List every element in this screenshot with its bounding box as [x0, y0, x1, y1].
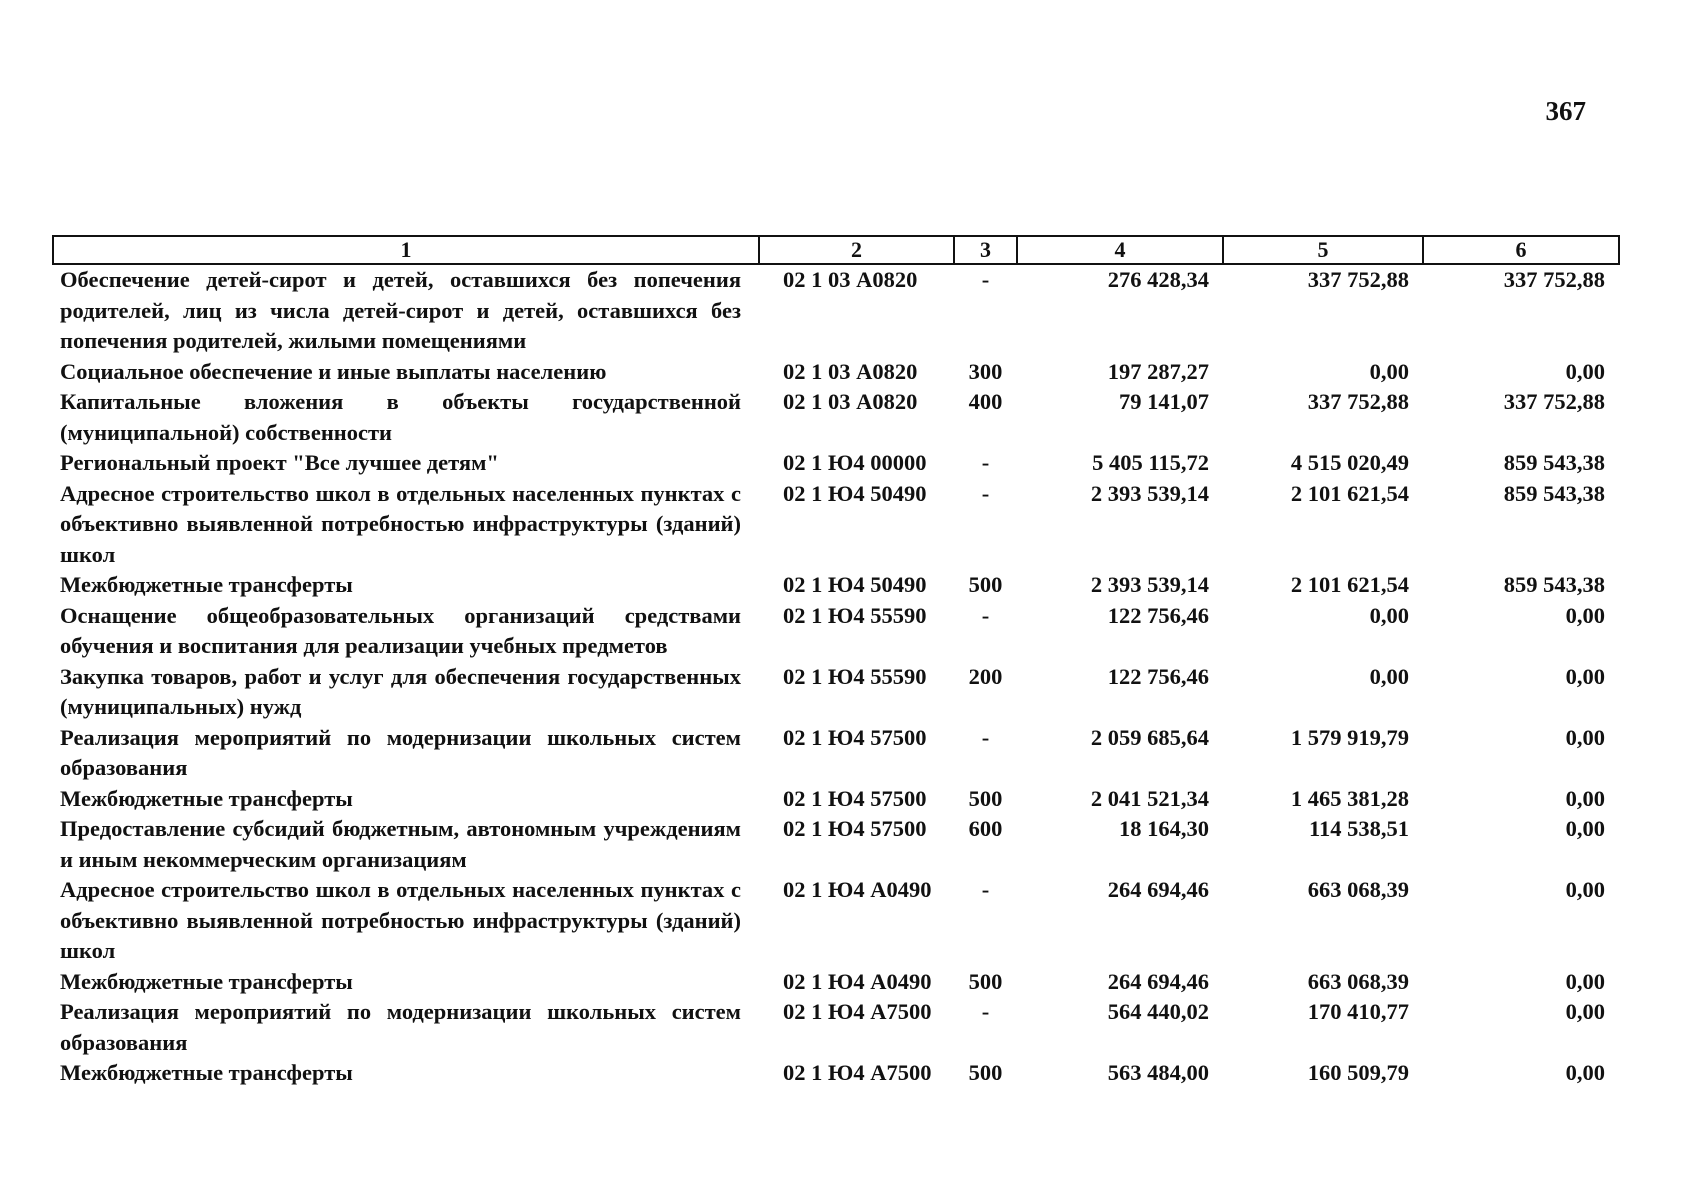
row-name: Региональный проект "Все лучшее детям" [60, 450, 499, 475]
row-value-col5: 2 101 621,54 [1290, 480, 1409, 506]
row-expense-type: 500 [968, 572, 1003, 597]
row-expense-type: 500 [968, 1060, 1003, 1085]
table-row [53, 387, 1619, 448]
row-value-col6: 859 543,38 [1503, 480, 1605, 506]
row-value-col6: 0,00 [1565, 663, 1605, 689]
row-value-col5: 0,00 [1369, 663, 1409, 689]
row-value-col6: 0,00 [1565, 602, 1605, 628]
row-value-col6: 0,00 [1565, 724, 1605, 750]
table-row [53, 264, 1619, 357]
row-name: Реализация мероприятий по модернизации школьных систем образования [60, 724, 741, 780]
row-value-col5: 1 465 381,28 [1290, 785, 1409, 811]
row-value-col4: 2 041 521,34 [1090, 785, 1209, 811]
row-name: Межбюджетные трансферты [60, 1060, 353, 1085]
table-header [53, 236, 1619, 264]
row-code: 02 1 Ю4 55590 [783, 663, 927, 689]
row-name: Обеспечение детей-сирот и детей, оставшихся без попечения родителей, лиц из числа детей-сирот и детей, оставшихся без попечения родителей, жилыми помещениями [60, 267, 741, 353]
row-value-col4: 79 141,07 [1119, 389, 1209, 414]
row-value-col5: 170 410,77 [1307, 999, 1409, 1024]
row-expense-type: 600 [968, 816, 1003, 841]
table-row [53, 448, 1619, 479]
row-code: 02 1 Ю4 57500 [783, 816, 927, 841]
row-code: 02 1 Ю4 А7500 [783, 999, 932, 1024]
row-name: Адресное строительство школ в отдельных населенных пунктах с объективно выявленной потребностью инфраструктуры (зданий) школ [60, 480, 741, 567]
row-value-col5: 160 509,79 [1307, 1060, 1409, 1085]
table-row [53, 784, 1619, 815]
row-code: 02 1 03 А0820 [783, 389, 918, 414]
row-value-col5: 0,00 [1369, 602, 1409, 628]
row-value-col5: 4 515 020,49 [1290, 450, 1409, 475]
column-header-2: 2 [759, 236, 954, 264]
row-value-col5: 337 752,88 [1307, 267, 1409, 292]
row-name: Социальное обеспечение и иные выплаты населению [60, 358, 607, 384]
row-name: Реализация мероприятий по модернизации школьных систем образования [60, 999, 741, 1055]
row-value-col4: 563 484,00 [1107, 1060, 1209, 1085]
table-body [53, 264, 1619, 1089]
row-value-col5: 663 068,39 [1307, 877, 1409, 902]
table-row [53, 662, 1619, 723]
row-value-col5: 0,00 [1369, 358, 1409, 384]
row-name: Адресное строительство школ в отдельных населенных пунктах с объективно выявленной потребностью инфраструктуры (зданий) школ [60, 877, 741, 963]
row-expense-type: 400 [968, 389, 1003, 414]
row-value-col4: 2 393 539,14 [1090, 572, 1209, 597]
row-value-col5: 114 538,51 [1308, 816, 1409, 841]
row-code: 02 1 Ю4 57500 [783, 724, 927, 750]
row-code: 02 1 Ю4 А0490 [783, 968, 932, 994]
page-number: 367 [1545, 96, 1586, 126]
row-value-col4: 5 405 115,72 [1092, 450, 1209, 475]
row-value-col6: 337 752,88 [1503, 389, 1605, 414]
row-expense-type: - [981, 267, 990, 292]
row-code: 02 1 Ю4 00000 [783, 450, 927, 475]
row-expense-type: - [981, 602, 990, 628]
row-code: 02 1 03 А0820 [783, 358, 918, 384]
table-row [53, 357, 1619, 388]
row-name: Межбюджетные трансферты [60, 572, 353, 597]
column-header-5: 5 [1223, 236, 1423, 264]
header-row [53, 236, 1619, 264]
row-value-col6: 0,00 [1565, 1060, 1605, 1085]
row-value-col4: 2 393 539,14 [1090, 480, 1209, 506]
row-value-col5: 2 101 621,54 [1290, 572, 1409, 597]
row-expense-type: - [981, 877, 990, 902]
table-row [53, 723, 1619, 784]
row-value-col5: 1 579 919,79 [1290, 724, 1409, 750]
row-value-col6: 0,00 [1565, 877, 1605, 902]
row-code: 02 1 Ю4 55590 [783, 602, 927, 628]
row-code: 02 1 Ю4 А0490 [783, 877, 932, 902]
row-name: Закупка товаров, работ и услуг для обеспечения государственных (муниципальных) нужд [60, 663, 741, 719]
row-value-col6: 337 752,88 [1503, 267, 1605, 292]
row-expense-type: - [981, 999, 990, 1024]
row-value-col4: 197 287,27 [1107, 358, 1209, 384]
row-expense-type: 300 [968, 358, 1003, 384]
row-value-col4: 564 440,02 [1107, 999, 1209, 1024]
row-code: 02 1 Ю4 50490 [783, 480, 927, 506]
row-expense-type: 500 [968, 968, 1003, 994]
row-value-col4: 18 164,30 [1119, 816, 1209, 841]
row-value-col6: 0,00 [1565, 999, 1605, 1024]
table-row [53, 814, 1619, 875]
row-value-col6: 0,00 [1565, 968, 1605, 994]
row-value-col6: 0,00 [1565, 785, 1605, 811]
row-value-col4: 122 756,46 [1107, 663, 1209, 689]
row-expense-type: - [981, 724, 990, 750]
row-value-col6: 0,00 [1565, 358, 1605, 384]
row-value-col6: 0,00 [1565, 816, 1605, 841]
budget-table [52, 235, 1620, 1089]
row-code: 02 1 Ю4 50490 [783, 572, 927, 597]
column-header-1: 1 [53, 236, 759, 264]
row-name: Межбюджетные трансферты [60, 785, 353, 811]
row-value-col6: 859 543,38 [1503, 450, 1605, 475]
column-header-6: 6 [1423, 236, 1619, 264]
row-name: Предоставление субсидий бюджетным, автономным учреждениям и иным некоммерческим организациям [60, 816, 741, 872]
row-code: 02 1 Ю4 А7500 [783, 1060, 932, 1085]
table-row [53, 479, 1619, 571]
row-code: 02 1 03 А0820 [783, 267, 918, 292]
column-header-3: 3 [954, 236, 1017, 264]
row-name: Межбюджетные трансферты [60, 968, 353, 994]
table-row [53, 570, 1619, 601]
row-expense-type: - [981, 450, 990, 475]
row-name: Капитальные вложения в объекты государственной (муниципальной) собственности [60, 389, 741, 445]
row-code: 02 1 Ю4 57500 [783, 785, 927, 811]
row-expense-type: 500 [968, 785, 1003, 811]
column-header-4: 4 [1017, 236, 1223, 264]
row-value-col4: 2 059 685,64 [1090, 724, 1209, 750]
row-value-col5: 337 752,88 [1307, 389, 1409, 414]
row-expense-type: 200 [968, 663, 1003, 689]
row-name: Оснащение общеобразовательных организаций средствами обучения и воспитания для реализации учебных предметов [60, 602, 741, 658]
row-expense-type: - [981, 480, 990, 506]
row-value-col4: 276 428,34 [1107, 267, 1209, 292]
row-value-col4: 264 694,46 [1107, 877, 1209, 902]
row-value-col4: 264 694,46 [1107, 968, 1209, 994]
row-value-col6: 859 543,38 [1503, 572, 1605, 597]
row-value-col5: 663 068,39 [1307, 968, 1409, 994]
table-row [53, 1058, 1619, 1089]
table-row [53, 601, 1619, 662]
row-value-col4: 122 756,46 [1107, 602, 1209, 628]
table-row [53, 997, 1619, 1058]
table-row [53, 967, 1619, 998]
table-row [53, 875, 1619, 967]
